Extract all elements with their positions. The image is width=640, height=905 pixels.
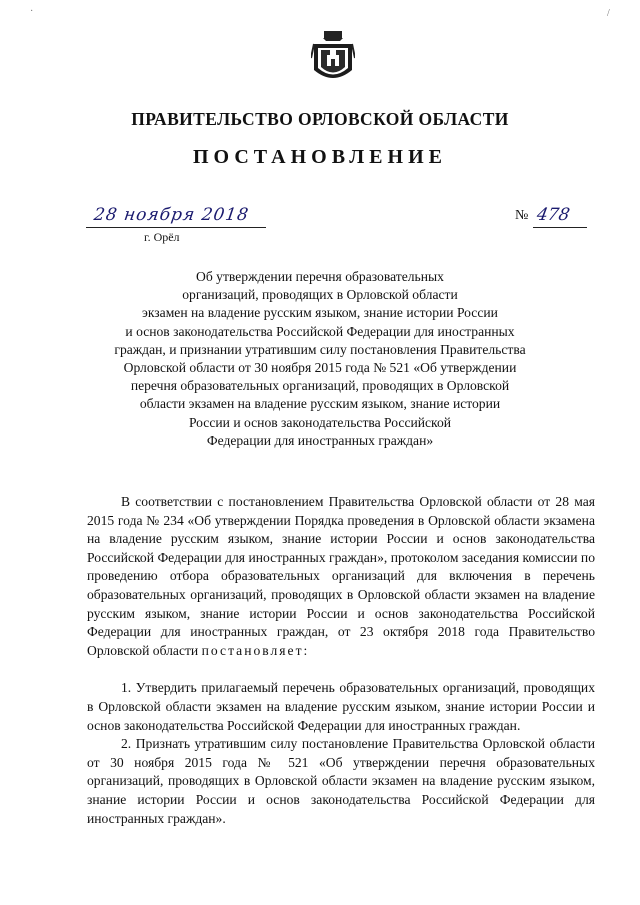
scan-mark: · — [30, 6, 34, 17]
scan-mark: / — [607, 8, 610, 19]
subject-line: области экзамен на владение русским языком, знание истории — [139, 396, 501, 412]
subject-line: граждан, и признании утратившим силу постановления Правительства — [114, 341, 526, 357]
handwritten-number: 478 — [535, 205, 572, 225]
subject-line: Орловской области от 30 ноября 2015 года № 521 «Об утверждении — [123, 360, 517, 376]
preamble-text: В соответствии с постановлением Правительства Орловской области от 28 мая 2015 года № 234 «Об утверждении Порядка проведения в Орловской области экзамена на владение русским языком, знание истории России и основ законодательства Российской Федерации для иностранных граждан», протоколом заседания комиссии по проведению отбора образовательных организаций для включения в перечень образовательных организаций, проводящих в Орловской области экзамен на владение русским языком, знание истории России и основ законодательства Российской Федерации для иностранных граждан, от 23 октября 2018 года Правительство Орловской области — [87, 494, 595, 658]
subject-line: Федерации для иностранных граждан» — [206, 432, 434, 448]
item-1-paragraph: 1. Утвердить прилагаемый перечень образовательных организаций, проводящих в Орловской области экзамен на владение русским языком, знание истории России и основ законодательства Российской Федерации для иностранных граждан. — [87, 680, 595, 733]
coat-of-arms-icon — [311, 28, 355, 88]
document-body — [87, 493, 595, 828]
subject-line: и основ законодательства Российской Федерации для иностранных — [125, 323, 515, 339]
item-2-paragraph: 2. Признать утратившим силу постановление Правительства Орловской области от 30 ноября 2015 года № 521 «Об утверждении перечня образовательных организаций, проводящих в Орловской области экзамен на владение русским языком, знание истории России и основ законодательства Российской Федерации для иностранных граждан». — [87, 736, 595, 826]
city-label: г. Орёл — [144, 230, 180, 244]
subject-line: организаций, проводящих в Орловской области — [182, 287, 458, 303]
organization-title: ПРАВИТЕЛЬСТВО ОРЛОВСКОЙ ОБЛАСТИ — [131, 109, 509, 129]
subject-line: Об утверждении перечня образовательных — [196, 269, 444, 284]
preamble-paragraph — [87, 493, 595, 660]
document-type-heading: ПОСТАНОВЛЕНИЕ — [193, 146, 447, 168]
decree-word: постановляет: — [201, 642, 310, 658]
handwritten-date: 28 ноября 2018 — [92, 205, 251, 225]
number-underline — [533, 227, 587, 228]
subject-line: России и основ законодательства Российской — [188, 414, 452, 430]
subject-line: перечня образовательных организаций, проводящих в Орловской — [130, 378, 510, 394]
subject-line: экзамен на владение русским языком, знание истории России — [142, 305, 498, 321]
document-subject — [98, 268, 542, 450]
date-underline — [86, 227, 266, 228]
number-label: № — [515, 208, 529, 223]
